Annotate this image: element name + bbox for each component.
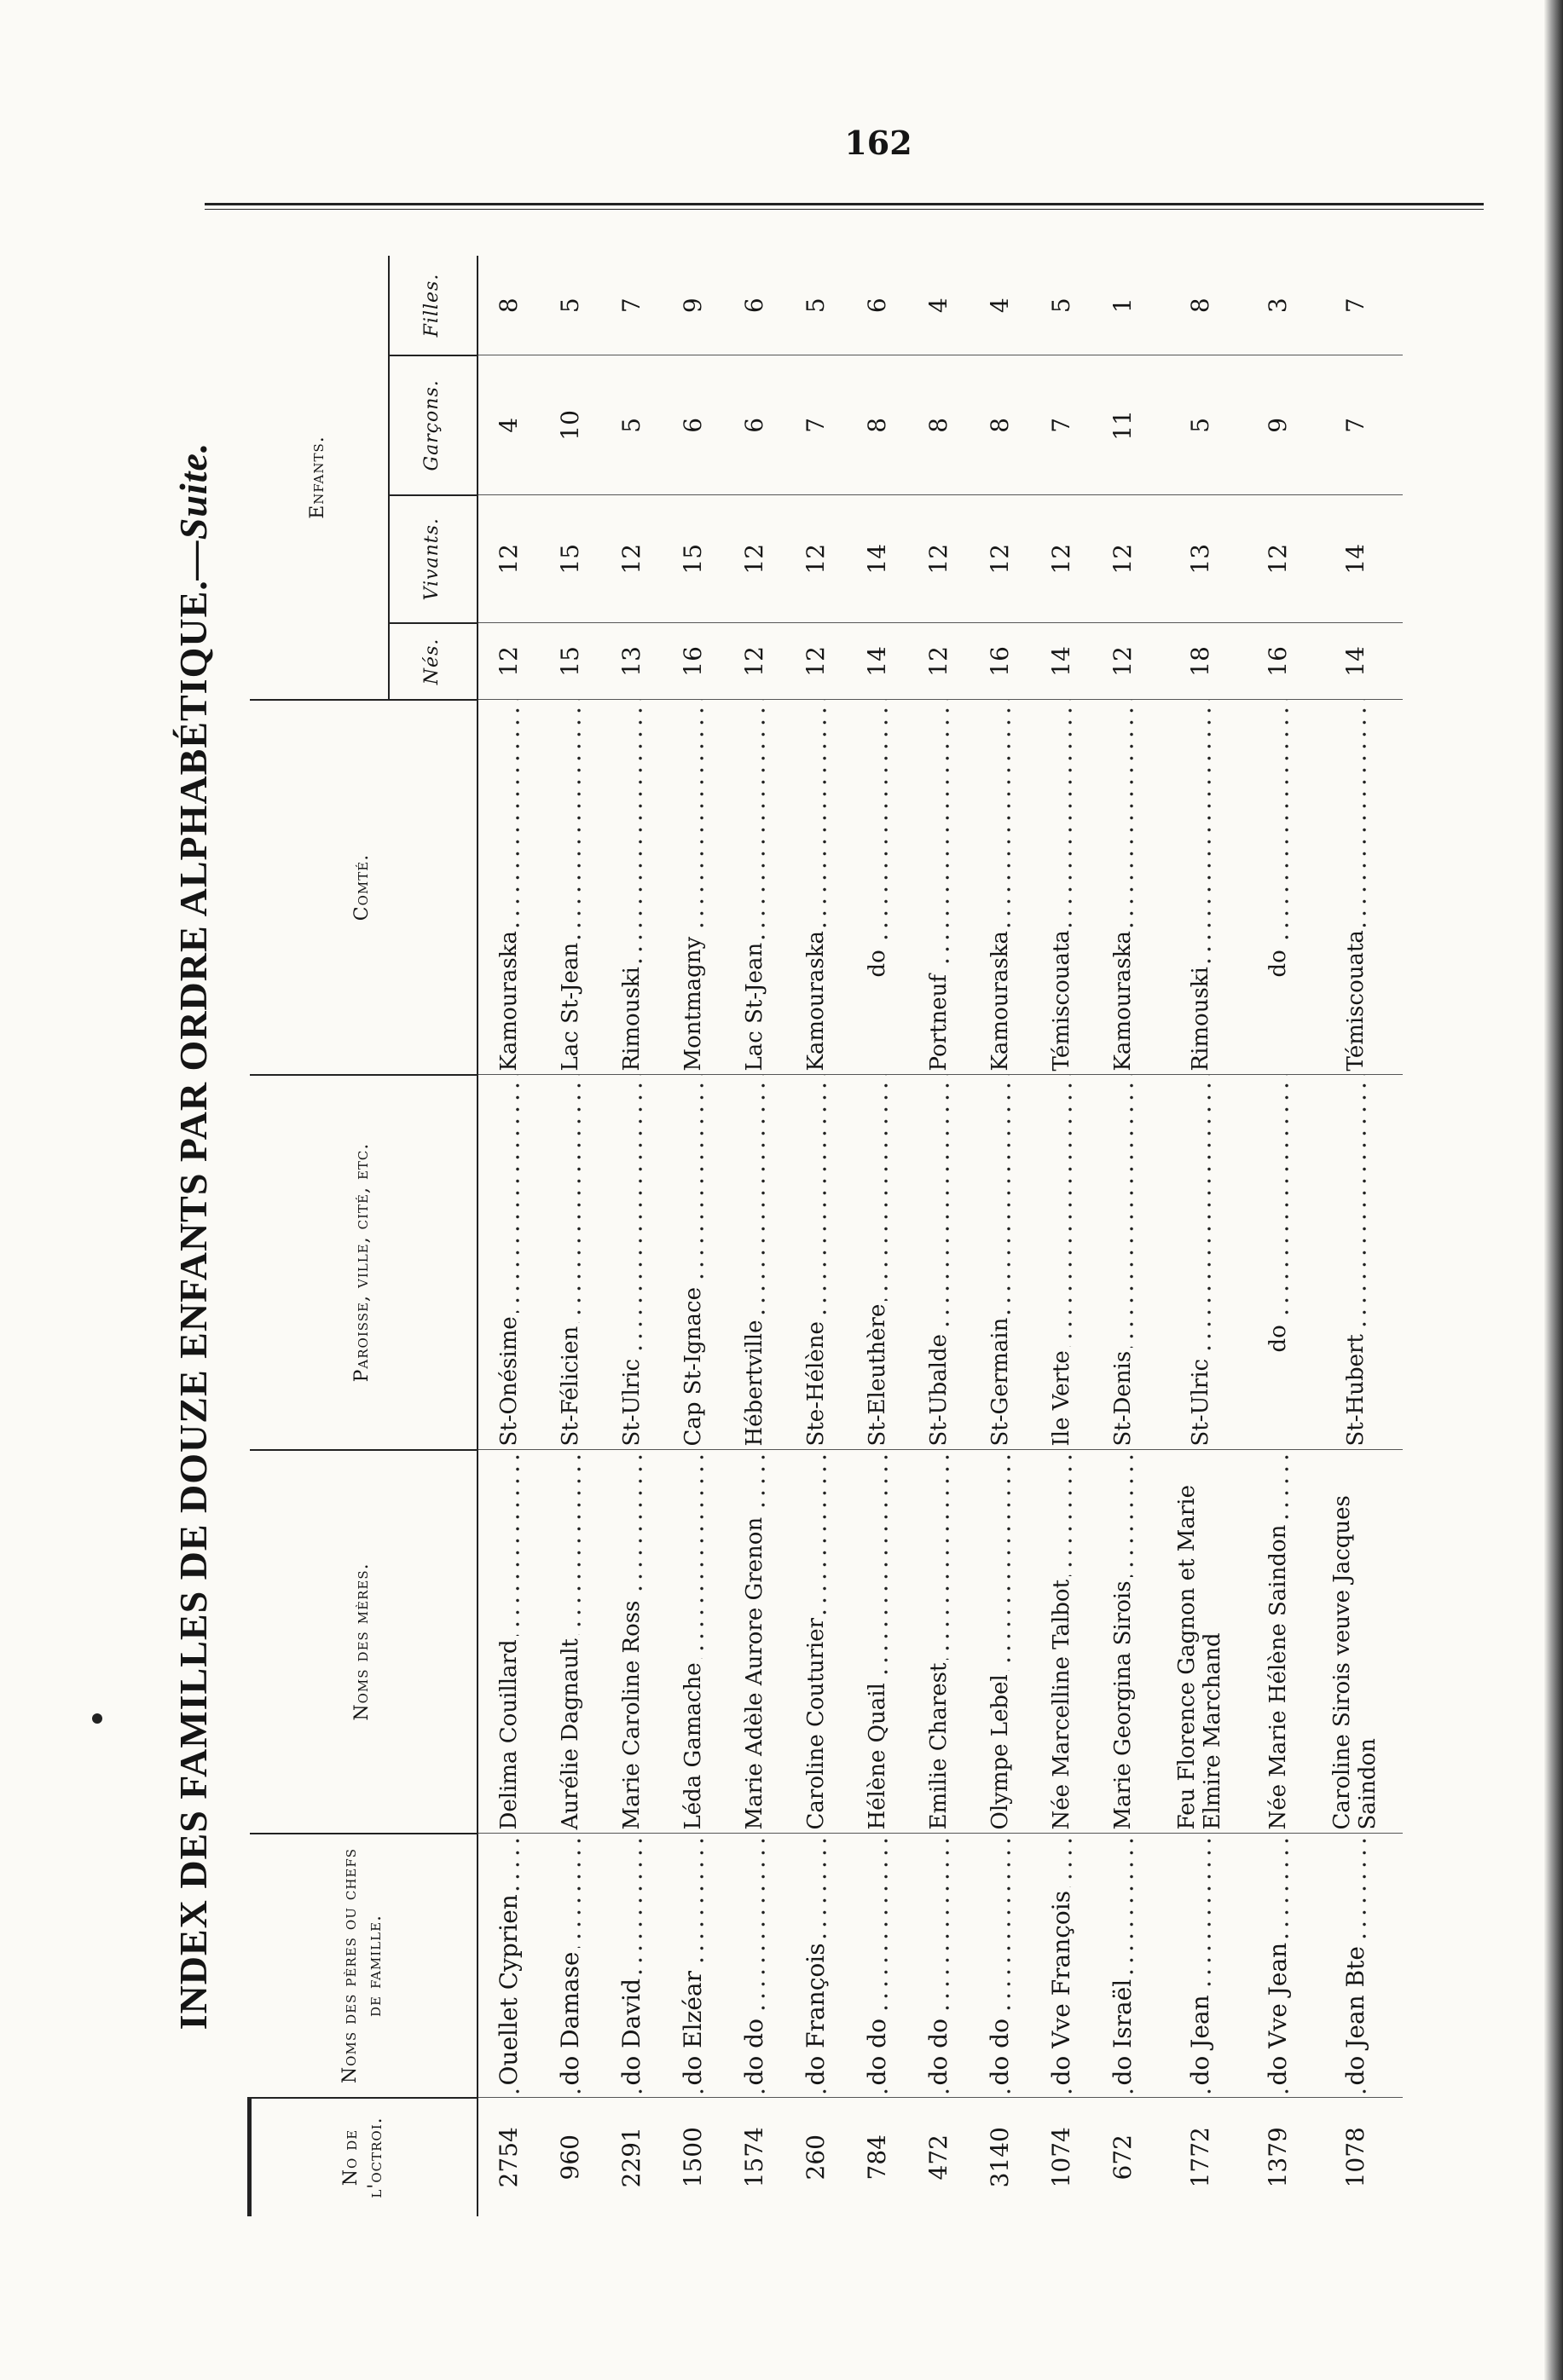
cell-no-text: 260 (802, 2134, 830, 2181)
table-row (663, 256, 724, 2216)
cell-mere-text: Marie Caroline Ross (619, 1597, 645, 1830)
cell-mere-text: Olympe Lebel (987, 1671, 1013, 1829)
cell-vivants-text: 12 (1109, 543, 1137, 575)
cell-no-text: 472 (924, 2134, 952, 2181)
cell-pere-text: do do (986, 2015, 1014, 2085)
cell-pere-text: do Damase (556, 1948, 584, 2085)
cell-comte (1031, 700, 1092, 1075)
cell-no-text: 3140 (986, 2127, 1014, 2188)
cell-comte (908, 700, 970, 1075)
cell-garcons (785, 355, 847, 495)
cell-nes (970, 623, 1031, 700)
cell-no (1248, 2098, 1309, 2216)
cell-filles (847, 256, 908, 355)
cell-no (663, 2098, 724, 2216)
cell-mere-text: Née Marie Hélène Saindon (1265, 1522, 1291, 1830)
cell-mere-text: Née Marcelline Talbot (1049, 1576, 1074, 1830)
cell-comte (478, 700, 540, 1075)
cell-comte (601, 700, 663, 1075)
cell-no-text: 784 (863, 2134, 891, 2181)
cell-mere (1248, 1450, 1309, 1834)
cell-paroisse-text: St-Germain (987, 1314, 1013, 1447)
cell-comte-text: Kamouraska (803, 927, 829, 1072)
cell-paroisse-text: Cap St-Ignace (680, 1284, 706, 1446)
cell-paroisse-text: St-Eleuthère (865, 1301, 890, 1447)
cell-vivants-text: 12 (617, 543, 645, 575)
table-row (1248, 256, 1309, 2216)
cell-filles-text: 6 (740, 298, 768, 314)
cell-comte (1248, 700, 1309, 1075)
cell-no (908, 2098, 970, 2216)
cell-vivants (785, 495, 847, 623)
cell-pere-text: do Jean Bte (1341, 1943, 1369, 2086)
cell-vivants (1248, 495, 1309, 623)
cell-filles-text: 8 (1186, 298, 1214, 314)
cell-garcons-text: 5 (1186, 417, 1214, 433)
cell-paroisse (785, 1075, 847, 1450)
cell-mere (908, 1450, 970, 1834)
cell-vivants (540, 495, 601, 623)
cell-nes-text: 12 (924, 646, 952, 677)
cell-garcons (663, 355, 724, 495)
header-meres: Noms des mères. (250, 1450, 478, 1834)
header-comte: Comté. (250, 700, 478, 1075)
table-row (1031, 256, 1092, 2216)
cell-vivants (1309, 495, 1403, 623)
cell-paroisse-text: Ste-Hélène (803, 1318, 829, 1446)
cell-paroisse (478, 1075, 540, 1450)
cell-nes (1031, 623, 1092, 700)
cell-comte (540, 700, 601, 1075)
cell-paroisse (724, 1075, 785, 1450)
cell-vivants (1154, 495, 1248, 623)
cell-nes-text: 15 (556, 646, 584, 677)
table-row (1309, 256, 1403, 2216)
cell-no-text: 2291 (617, 2127, 645, 2188)
cell-pere (1031, 1834, 1092, 2098)
cell-filles (1031, 256, 1092, 355)
cell-comte (724, 700, 785, 1075)
cell-garcons (970, 355, 1031, 495)
cell-nes-text: 12 (495, 646, 523, 677)
title-suffix: —Suite. (171, 442, 215, 581)
cell-mere (847, 1450, 908, 1834)
cell-no (1154, 2098, 1248, 2216)
cell-pere (1248, 1834, 1309, 2098)
cell-garcons-text: 9 (1264, 417, 1292, 433)
cell-comte-text: Kamouraska (987, 927, 1013, 1072)
cell-garcons-text: 4 (495, 417, 523, 433)
cell-mere-text: Hélène Quail (865, 1679, 890, 1829)
cell-no-text: 1500 (679, 2127, 707, 2188)
cell-mere (601, 1450, 663, 1834)
cell-paroisse-text: St-Onésime (496, 1313, 522, 1446)
cell-garcons (847, 355, 908, 495)
cell-filles-text: 9 (679, 298, 707, 314)
cell-comte-text: Kamouraska (496, 927, 522, 1072)
cell-pere-text: do François (802, 1939, 830, 2085)
cell-pere (663, 1834, 724, 2098)
cell-pere-text: do Elzéar (679, 1967, 707, 2085)
cell-garcons (478, 355, 540, 495)
cell-filles (724, 256, 785, 355)
cell-pere-text: do Jean (1186, 1991, 1214, 2085)
cell-filles-text: 4 (986, 298, 1014, 314)
scan-edge (1544, 0, 1563, 2380)
cell-vivants-text: 14 (1341, 543, 1369, 575)
cell-garcons (724, 355, 785, 495)
cell-nes-text: 16 (986, 646, 1014, 677)
cell-paroisse (1031, 1075, 1092, 1450)
cell-no-text: 2754 (495, 2127, 523, 2188)
header-enfants: Enfants. (250, 256, 389, 700)
cell-vivants (478, 495, 540, 623)
header-filles: Filles. (389, 256, 478, 355)
cell-comte-text: Rimouski (1188, 963, 1213, 1071)
cell-nes (663, 623, 724, 700)
cell-comte (847, 700, 908, 1075)
cell-vivants (1092, 495, 1154, 623)
cell-nes (785, 623, 847, 700)
cell-pere (970, 1834, 1031, 2098)
cell-no (601, 2098, 663, 2216)
cell-no (724, 2098, 785, 2216)
cell-comte (1309, 700, 1403, 1075)
cell-nes (478, 623, 540, 700)
cell-paroisse (601, 1075, 663, 1450)
cell-comte-text: Kamouraska (1110, 927, 1136, 1072)
cell-mere (970, 1450, 1031, 1834)
cell-mere (663, 1450, 724, 1834)
cell-nes (1248, 623, 1309, 700)
cell-vivants-text: 15 (556, 543, 584, 575)
cell-pere (785, 1834, 847, 2098)
cell-filles-text: 8 (495, 298, 523, 314)
cell-no (1309, 2098, 1403, 2216)
cell-nes-text: 14 (1341, 646, 1369, 677)
cell-paroisse-text: St-Ulric (1188, 1355, 1213, 1447)
cell-filles (785, 256, 847, 355)
cell-no-text: 672 (1109, 2134, 1137, 2181)
header-garcons: Garçons. (389, 355, 478, 495)
cell-vivants (908, 495, 970, 623)
cell-pere-text: do David (617, 1975, 645, 2086)
cell-comte (1092, 700, 1154, 1075)
cell-filles (1092, 256, 1154, 355)
table-row (785, 256, 847, 2216)
cell-vivants-text: 15 (679, 543, 707, 575)
ink-mark (92, 1713, 102, 1724)
cell-nes-text: 16 (679, 646, 707, 677)
cell-nes-text: 12 (1109, 646, 1137, 677)
cell-filles (1248, 256, 1309, 355)
cell-paroisse (970, 1075, 1031, 1450)
cell-garcons (1092, 355, 1154, 495)
cell-nes (1309, 623, 1403, 700)
header-vivants: Vivants. (389, 495, 478, 623)
cell-paroisse (1092, 1075, 1154, 1450)
cell-nes-text: 13 (617, 646, 645, 677)
page-number: 162 (844, 124, 912, 162)
cell-nes (1154, 623, 1248, 700)
cell-pere-text: Ouellet Cyprien (495, 1891, 523, 2085)
cell-comte-text: do (865, 946, 890, 1071)
table-row (1092, 256, 1154, 2216)
cell-garcons-text: 7 (802, 417, 830, 433)
cell-no (478, 2098, 540, 2216)
cell-garcons (908, 355, 970, 495)
cell-paroisse-text: Ile Verte (1049, 1347, 1074, 1446)
cell-mere (1309, 1450, 1403, 1834)
header-peres: Noms des pères ou chefs de famille. (250, 1834, 478, 2098)
table-row (478, 256, 540, 2216)
cell-no (970, 2098, 1031, 2216)
cell-nes-text: 18 (1186, 646, 1214, 677)
cell-comte-text: Lac St-Jean (558, 939, 583, 1072)
cell-filles-text: 4 (924, 298, 952, 314)
cell-nes (540, 623, 601, 700)
cell-vivants-text: 12 (495, 543, 523, 575)
cell-comte (1154, 700, 1248, 1075)
cell-filles (540, 256, 601, 355)
cell-paroisse (663, 1075, 724, 1450)
cell-vivants-text: 13 (1186, 543, 1214, 575)
cell-filles (478, 256, 540, 355)
cell-mere (540, 1450, 601, 1834)
cell-filles-text: 7 (1341, 298, 1369, 314)
cell-filles (601, 256, 663, 355)
header-nes: Nés. (389, 623, 478, 700)
cell-no-text: 1074 (1047, 2127, 1075, 2188)
cell-pere (1092, 1834, 1154, 2098)
cell-garcons-text: 7 (1047, 417, 1075, 433)
header-paroisse: Paroisse, ville, cité, etc. (250, 1075, 478, 1450)
cell-pere (478, 1834, 540, 2098)
cell-comte (970, 700, 1031, 1075)
families-table (247, 256, 1403, 2216)
cell-nes (908, 623, 970, 700)
cell-vivants-text: 12 (986, 543, 1014, 575)
cell-vivants-text: 12 (1264, 543, 1292, 575)
cell-paroisse-text: St-Denis (1110, 1348, 1136, 1447)
cell-vivants-text: 12 (924, 543, 952, 575)
cell-pere-text: do do (924, 2015, 952, 2085)
cell-paroisse-text: St-Hubert (1343, 1331, 1369, 1446)
cell-garcons-text: 8 (924, 417, 952, 433)
cell-no (785, 2098, 847, 2216)
cell-garcons-text: 8 (863, 417, 891, 433)
table-row (601, 256, 663, 2216)
table-row (970, 256, 1031, 2216)
cell-paroisse (908, 1075, 970, 1450)
cell-vivants-text: 12 (802, 543, 830, 575)
cell-garcons-text: 10 (556, 410, 584, 441)
cell-mere-text: Marie Adèle Aurore Grenon (742, 1514, 767, 1830)
cell-no (540, 2098, 601, 2216)
table-row (540, 256, 601, 2216)
cell-paroisse (540, 1075, 601, 1450)
cell-no-text: 1078 (1341, 2127, 1369, 2188)
cell-mere-text: Aurélie Dagnault (558, 1635, 583, 1829)
cell-mere-text: Delima Couillard (496, 1636, 522, 1829)
cell-comte-text: Montmagny (680, 933, 706, 1072)
cell-filles (663, 256, 724, 355)
cell-no-text: 960 (556, 2134, 584, 2181)
cell-garcons-text: 6 (679, 417, 707, 433)
cell-no (1031, 2098, 1092, 2216)
cell-filles-text: 5 (802, 298, 830, 314)
cell-filles-text: 6 (863, 298, 891, 314)
cell-filles-text: 1 (1109, 298, 1137, 314)
cell-comte-text: Rimouski (619, 963, 645, 1071)
cell-paroisse-text: St-Félicien (558, 1323, 583, 1447)
cell-mere-text: Emilie Charest (926, 1660, 952, 1830)
cell-mere (478, 1450, 540, 1834)
cell-pere-text: do Vve François (1047, 1887, 1075, 2086)
cell-garcons-text: 6 (740, 417, 768, 433)
cell-no-text: 1772 (1186, 2127, 1214, 2188)
cell-mere (1031, 1450, 1092, 1834)
cell-pere-text: do do (863, 2015, 891, 2085)
cell-nes (724, 623, 785, 700)
cell-pere (908, 1834, 970, 2098)
cell-paroisse (1248, 1075, 1309, 1450)
cell-pere (847, 1834, 908, 2098)
cell-garcons (1309, 355, 1403, 495)
cell-comte (663, 700, 724, 1075)
cell-comte-text: Témiscouata (1343, 927, 1369, 1071)
cell-garcons-text: 5 (617, 417, 645, 433)
rotated-index-table (171, 256, 1492, 2216)
cell-pere-text: do Israël (1109, 1976, 1137, 2086)
cell-garcons (540, 355, 601, 495)
cell-paroisse (847, 1075, 908, 1450)
cell-no-text: 1574 (740, 2127, 768, 2188)
cell-nes-text: 14 (863, 646, 891, 677)
cell-garcons (1248, 355, 1309, 495)
cell-garcons-text: 8 (986, 417, 1014, 433)
cell-garcons (601, 355, 663, 495)
cell-mere (785, 1450, 847, 1834)
cell-pere (540, 1834, 601, 2098)
cell-vivants (601, 495, 663, 623)
cell-filles (1309, 256, 1403, 355)
cell-nes-text: 12 (802, 646, 830, 677)
cell-mere (1092, 1450, 1154, 1834)
cell-nes-text: 16 (1264, 646, 1292, 677)
cell-filles-text: 3 (1264, 298, 1292, 314)
cell-garcons (1031, 355, 1092, 495)
cell-comte (785, 700, 847, 1075)
cell-vivants (847, 495, 908, 623)
cell-filles (908, 256, 970, 355)
cell-nes-text: 14 (1047, 646, 1075, 677)
cell-nes (1092, 623, 1154, 700)
cell-comte-text: Portneuf (926, 971, 952, 1071)
cell-vivants (663, 495, 724, 623)
cell-pere (724, 1834, 785, 2098)
cell-pere (601, 1834, 663, 2098)
cell-pere (1309, 1834, 1403, 2098)
cell-paroisse (1309, 1075, 1403, 1450)
cell-pere (1154, 1834, 1248, 2098)
cell-comte-text: Témiscouata (1049, 927, 1074, 1071)
cell-paroisse-text: Hébertville (742, 1317, 767, 1447)
table-row (908, 256, 970, 2216)
cell-filles-text: 5 (1047, 298, 1075, 314)
page-title (171, 273, 216, 2199)
cell-filles-text: 5 (556, 298, 584, 314)
cell-garcons-text: 11 (1109, 410, 1137, 441)
cell-no (847, 2098, 908, 2216)
cell-paroisse (1154, 1075, 1248, 1450)
table-row (1154, 256, 1248, 2216)
header-no: No de l'octroi. (250, 2098, 478, 2216)
cell-comte-text: Lac St-Jean (742, 939, 767, 1072)
cell-paroisse-text: do (1265, 1321, 1291, 1446)
cell-vivants-text: 14 (863, 543, 891, 575)
cell-mere (1154, 1450, 1248, 1834)
cell-pere-text: do Vve Jean (1264, 1939, 1292, 2086)
cell-no-text: 1379 (1264, 2127, 1292, 2188)
cell-vivants-text: 12 (740, 543, 768, 575)
cell-nes-text: 12 (740, 646, 768, 677)
cell-no (1092, 2098, 1154, 2216)
title-text: INDEX DES FAMILLES DE DOUZE ENFANTS PAR ORDRE ALPHABÉTIQUE. (171, 580, 215, 2031)
table-row (724, 256, 785, 2216)
cell-garcons (1154, 355, 1248, 495)
table-row (847, 256, 908, 2216)
cell-mere (724, 1450, 785, 1834)
cell-mere-text: Marie Georgina Sirois (1110, 1577, 1136, 1829)
cell-mere-text: Caroline Sirois veuve Jacques Saindon (1330, 1454, 1381, 1830)
table-body (478, 256, 1403, 2216)
cell-vivants-text: 12 (1047, 543, 1075, 575)
cell-filles-text: 7 (617, 298, 645, 314)
cell-garcons-text: 7 (1341, 417, 1369, 433)
cell-nes (601, 623, 663, 700)
cell-nes (847, 623, 908, 700)
cell-pere-text: do do (740, 2015, 768, 2085)
cell-vivants (724, 495, 785, 623)
cell-vivants (1031, 495, 1092, 623)
cell-mere-text: Caroline Couturier (803, 1615, 829, 1830)
cell-vivants (970, 495, 1031, 623)
cell-mere-text: Feu Florence Gagnon et Marie Elmire Marchand (1175, 1454, 1226, 1830)
cell-comte-text: do (1265, 946, 1291, 1071)
cell-paroisse-text: St-Ubalde (926, 1331, 952, 1446)
cell-filles (970, 256, 1031, 355)
header-rule (205, 203, 1484, 210)
cell-paroisse-text: St-Ulric (619, 1355, 645, 1447)
cell-filles (1154, 256, 1248, 355)
cell-mere-text: Léda Gamache (680, 1659, 706, 1829)
